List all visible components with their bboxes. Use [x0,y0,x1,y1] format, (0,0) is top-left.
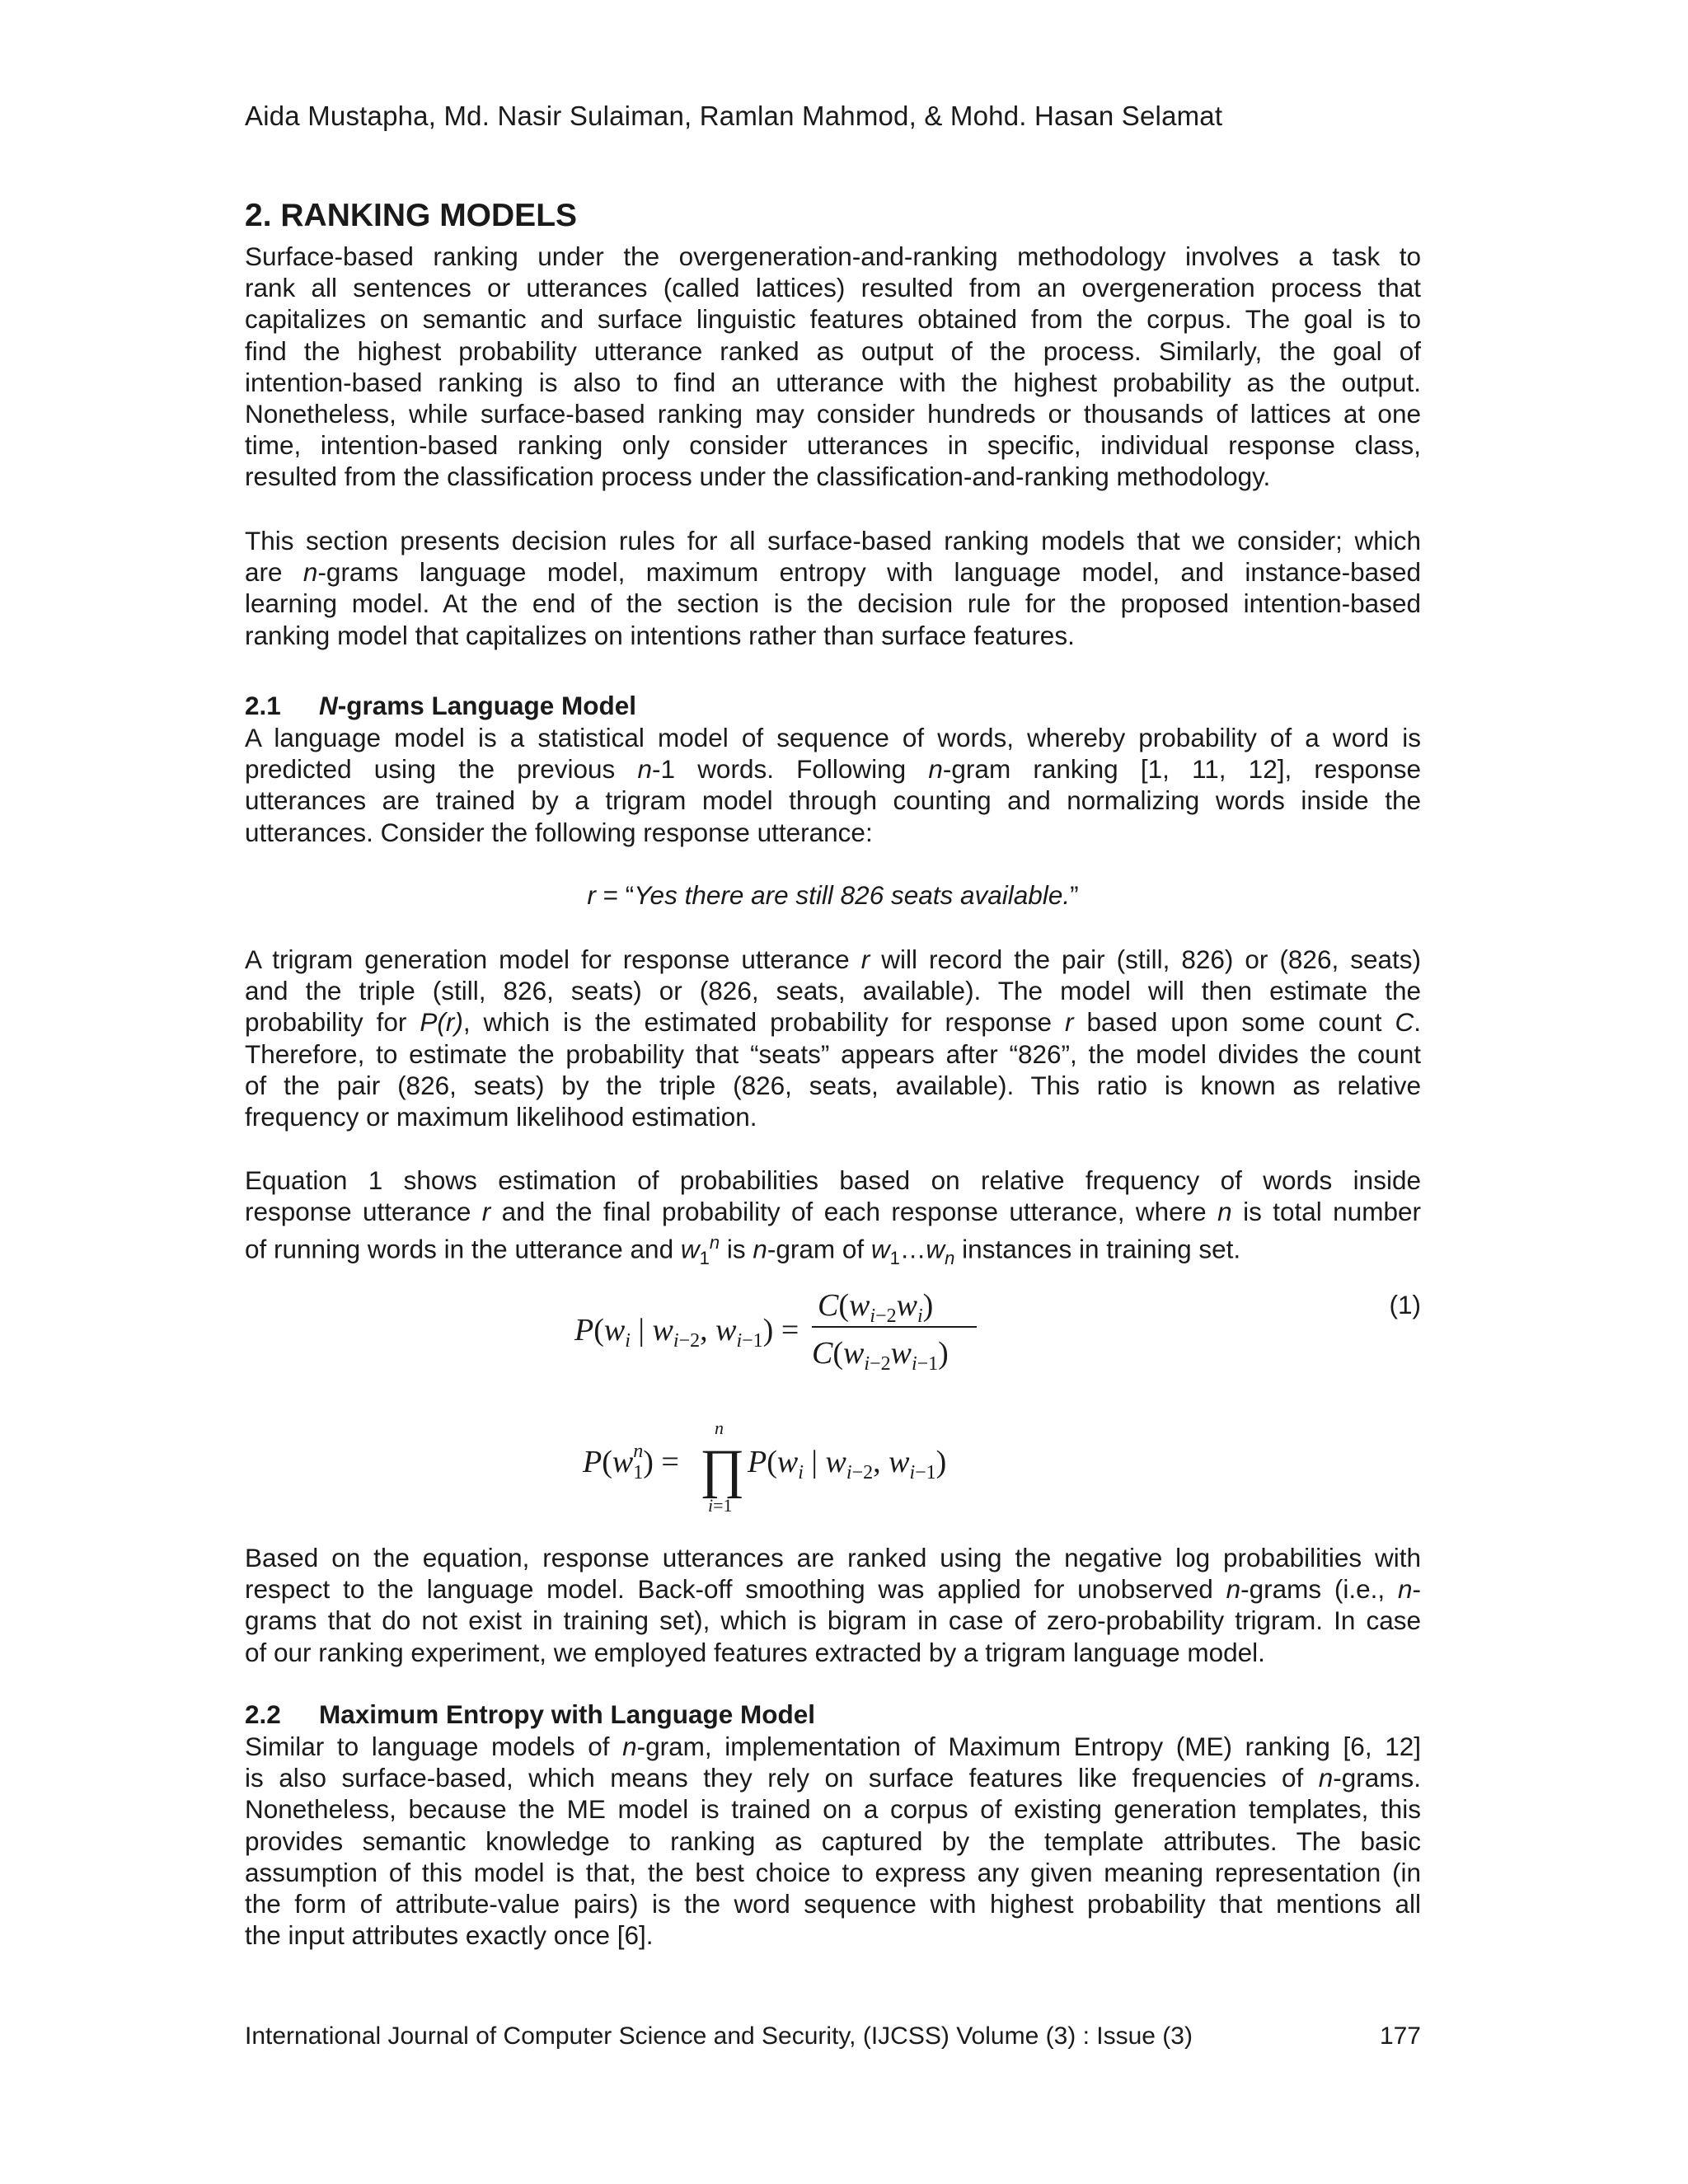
equation-number: (1) [1389,1290,1421,1319]
text-line: intention-based ranking is also to find an utterance with the highest probability as the output. [245,367,1421,397]
text-line: utterances. Consider the following response utterance: [245,817,873,847]
text-line: time, intention-based ranking only consider utterances in specific, individual response class, [245,430,1421,461]
text-line: utterances are trained by a trigram model through counting and normalizing words inside the [245,785,1421,816]
text-line: of our ranking experiment, we employed features extracted by a trigram language model. [245,1637,1265,1667]
text-line: predicted using the previous n-1 words. Following n-gram ranking [1, 11, 12], response [245,754,1421,785]
text-line: learning model. At the end of the section is the decision rule for the proposed intention-based [245,588,1421,619]
equation-conditional-probability [566,1276,1077,1383]
text-line: and the triple (still, 826, seats) or (826, seats, available). The model will then estimate the [245,976,1421,1006]
svg-text:n: n [715,1418,724,1438]
paragraph-5 [245,1165,1421,1269]
text-line: of the pair (826, seats) by the triple (826, seats, available). This ratio is known as relative [245,1070,1421,1100]
text-line: resulted from the classification process under the classification-and-ranking methodology. [245,462,1271,492]
paragraph-3 [245,722,1421,848]
text-line: respect to the language model. Back-off smoothing was applied for unobserved n-grams (i.e., n- [245,1574,1421,1605]
text-line: This section presents decision rules for all surface-based ranking models that we consider; which [245,526,1421,555]
subsection-2-2-heading: 2.2 Maximum Entropy with Language Model [245,1699,816,1729]
text-line: probability for P(r), which is the estimated probability for response r based upon some count C. [245,1007,1421,1038]
example-utterance: r = “Yes there are still 826 seats available.” [587,880,1079,910]
text-line: grams that do not exist in training set), which is bigram in case of zero-probability trigram. In case [245,1605,1421,1636]
paragraph-2 [245,525,1421,651]
text-line: Similar to language models of n-gram, implementation of Maximum Entropy (ME) ranking [6, 12] [245,1732,1421,1761]
svg-text:P(wi | wi−2, wi−1) =: $P(w_i$ | $w_i-2$, $w_i-1$) = [574,1313,799,1352]
journal-citation: International Journal of Computer Science and Security, (IJCSS) Volume (3) : Issue (3) [245,2022,1193,2050]
text-line: is also surface-based, which means they rely on surface features like frequencies of n-grams. [245,1763,1421,1793]
running-header: Aida Mustapha, Md. Nasir Sulaiman, Ramlan Mahmod, & Mohd. Hasan Selamat [245,101,1223,131]
svg-text:P(w1n) =: $P(w_1n)$ = [583,1441,679,1483]
text-line: A trigram generation model for response utterance r will record the pair (still, 826) or (826, seats) [245,944,1422,974]
paragraph-6 [245,1542,1421,1668]
text-line: A language model is a statistical model of sequence of words, whereby probability of a word is [245,723,1421,752]
subsection-2-1-heading: 2.1 N-grams Language Model [245,691,637,720]
text-line: Nonetheless, because the ME model is trained on a corpus of existing generation templates, this [245,1794,1421,1825]
text-line: frequency or maximum likelihood estimation. [245,1101,757,1132]
text-line: are n-grams language model, maximum entropy with language model, and instance-based [245,557,1421,588]
text-line: of running words in the utterance and $w_1^n$ is n-gram of $w_1\dots w_n$ instances in training set. [245,1232,1241,1269]
paragraph-7 [245,1731,1421,1951]
text-line: the form of attribute-value pairs) is the word sequence with highest probability that mentions all [245,1888,1421,1919]
page-footer [245,2022,1421,2050]
text-line: response utterance r and the final probability of each response utterance, where n is total number [245,1197,1421,1227]
text-line: the input attributes exactly once [6]. [245,1920,654,1951]
text-line: Nonetheless, while surface-based ranking may consider hundreds or thousands of lattices at one [245,398,1421,429]
text-line: rank all sentences or utterances (called lattices) resulted from an overgeneration process that [245,273,1421,303]
text-line: ranking model that capitalizes on intentions rather than surface features. [245,620,1075,650]
text-line: Therefore, to estimate the probability that “seats” appears after “826”, the model divides the count [245,1038,1421,1069]
svg-text:C(wi−2wi−1): $C(w_i-2w_i-1)$ [812,1336,949,1375]
text-line: Based on the equation, response utterances are ranked using the negative log probabilities with [245,1543,1421,1572]
svg-text:P(wi | wi−2, wi−1): $P(w_i$ | $w_i-2$, $w_i-1$) [748,1445,947,1483]
svg-text:C(wi−2wi): $C(w_i-2w_i)$ [818,1288,934,1327]
svg-text:∏: ∏ [700,1439,745,1499]
paragraph-4 [245,944,1421,1132]
svg-text:i=1: i=1 [708,1495,733,1516]
paragraph-1 [245,241,1421,493]
equation-product-probability [574,1418,1036,1516]
text-line: Surface-based ranking under the overgeneration-and-ranking methodology involves a task to [245,241,1421,271]
page-number: 177 [1379,2022,1421,2050]
text-line: provides semantic knowledge to ranking as captured by the template attributes. The basic [245,1825,1421,1856]
text-line: assumption of this model is that, the best choice to express any given meaning representation (in [245,1857,1421,1887]
text-line: find the highest probability utterance ranked as output of the process. Similarly, the goal of [245,335,1421,366]
section-title: 2. RANKING MODELS [245,198,578,233]
text-line: capitalizes on semantic and surface linguistic features obtained from the corpus. The goal is to [245,304,1421,335]
text-line: Equation 1 shows estimation of probabilities based on relative frequency of words inside [245,1165,1421,1195]
